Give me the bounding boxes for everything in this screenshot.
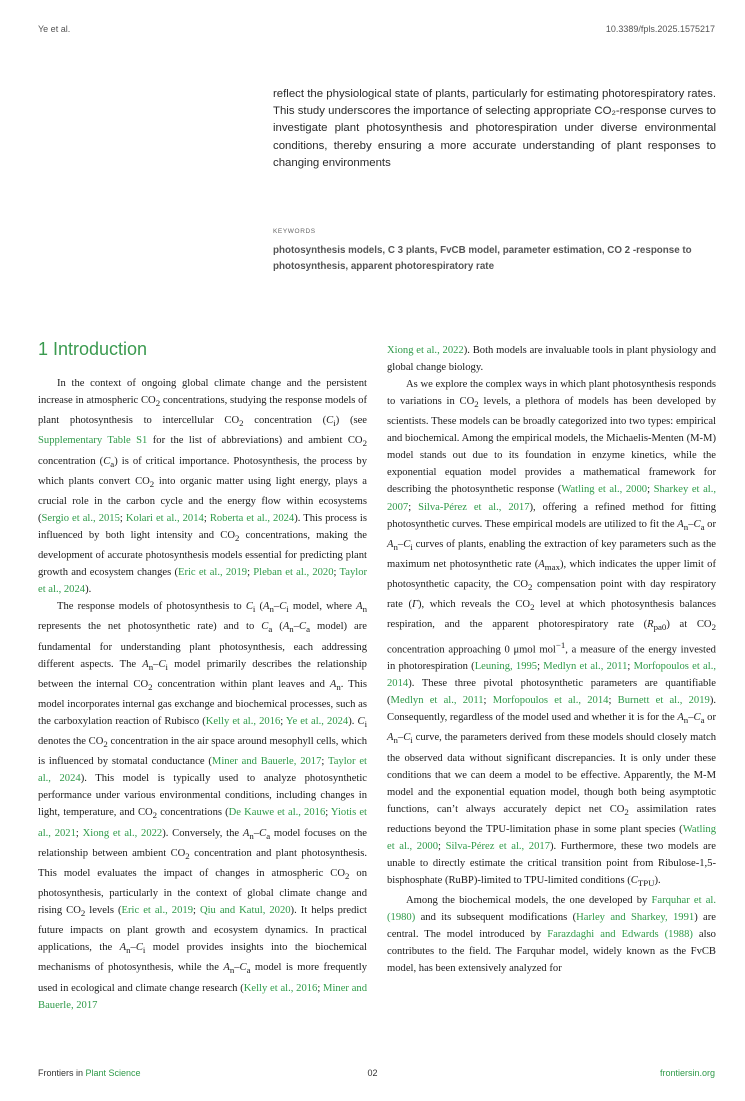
paragraph: Among the biochemical models, the one developed by Farquhar et al. (1980) and its subsequent modifications (Harley and Sharkey, 1991) are central. The model introduced by Farazdaghi and Edwards (1988) also contributes to the field. The Farquhar model, widely known as the FvCB model, has been extensively analyzed for (387, 895, 717, 975)
paragraph: The response models of photosynthesis to $C_i$ ($A_n-C_i$ model, where $A_n$ represents the net photosynthetic rate) and to $C_a$ ($A_n-C_a$ model) are fundamental for understanding plant photosynthesis, each addressing different aspects. The $A_n-C_i$ model primarily describes the relationship between the internal $CO_2$ concentration within plant leaves and $A_n$. This model incorporates internal gas exchange and biochemical processes, such as the carboxylation reaction of Rubisco (Kelly et al., 2016; Ye et al., 2024). $C_i$ denotes the $CO_2$ concentration in the air space around mesophyll cells, which is influenced by stomatal conductance (Miner and Bauerle, 2017; Taylor et al., 2024). This model is typically used to analyze photosynthetic performance under various environmental conditions, including changes in light, temperature, and $CO_2$ concentrations (De Kauwe et al., 2016; Yiotis et al., 2021; Xiong et al., 2022). Conversely, the $A_n-C_a$ model focuses on the relationship between ambient $CO_2$ concentration and plant photosynthesis. This model evaluates the impact of changes in atmospheric $CO_2$ on photosynthesis, particularly in the context of global climate change and rising $CO_2$ levels (Eric et al., 2019; Qiu and Katul, 2020). It helps predict future impacts on plant growth and ecosystem dynamics. In practical applications, the $A_n-C_i$ model provides insights into the biochemical mechanisms of photosynthesis, while the $A_n-C_a$ model is more frequently used in ecological and climate change research (Kelly et al., 2016; Miner and Bauerle, 2017 (38, 601, 368, 1011)
section-title: 1 Introduction (38, 339, 148, 359)
citation-link[interactable]: Pleban et al., 2020 (253, 567, 334, 579)
citation-link[interactable]: Morfopoulos et al., 2014 (492, 695, 609, 707)
paragraph: In the context of ongoing global climate change and the persistent increase in atmospheric $CO_2$ concentrations, studying the response models of plant photosynthesis to intercellular $CO_2$ concentration $(C_i)$ (see Supplementary Table S1 for the list of abbreviations) and ambient $CO_2$ concentration $(C_a)$ is of critical importance. Photosynthesis, the process by which plants convert $CO_2$ into organic matter using light energy, plays a crucial role in the carbon cycle and the energy flow within ecosystems (Sergio et al., 2015; Kolari et al., 2014; Roberta et al., 2024). This process is influenced by both light intensity and $CO_2$ concentrations, making the development of accurate photosynthesis models essential for predicting plant growth and ecosystem changes (Eric et al., 2019; Pleban et al., 2020; Taylor et al., 2024). (38, 378, 368, 596)
citation-link[interactable]: Miner and Bauerle, 2017 (38, 982, 367, 1011)
citation-link[interactable]: Xiong et al., 2022 (82, 827, 163, 839)
citation-link[interactable]: Watling et al., 2000 (561, 484, 648, 496)
citation-link[interactable]: Medlyn et al., 2011 (543, 661, 628, 673)
citation-link[interactable]: Qiu and Katul, 2020 (199, 905, 291, 917)
citation-link[interactable]: Medlyn et al., 2011 (390, 695, 484, 707)
citation-link[interactable]: Ye et al., 2024 (285, 715, 349, 727)
footer-journal-prefix: Frontiers in (38, 1068, 86, 1078)
paragraph: Xiong et al., 2022). Both models are invaluable tools in plant physiology and global change biology. (387, 345, 716, 374)
citation-link[interactable]: Silva-Pérez et al., 2017 (445, 840, 550, 852)
citation-link[interactable]: Watling et al., 2000 (387, 823, 716, 852)
citation-link[interactable]: Eric et al., 2019 (121, 905, 193, 917)
keywords-label: KEYWORDS (273, 228, 316, 235)
citation-link[interactable]: Harley and Sharkey, 1991 (576, 912, 695, 924)
left-column (38, 375, 367, 1014)
citation-link[interactable]: Sharkey et al., 2007 (387, 484, 717, 513)
citation-link[interactable]: Eric et al., 2019 (177, 567, 248, 579)
citation-link[interactable]: Roberta et al., 2024 (209, 512, 295, 524)
citation-link[interactable]: Leuning, 1995 (474, 661, 538, 673)
page-number: 02 (367, 1068, 378, 1078)
citation-link[interactable]: De Kauwe et al., 2016 (228, 807, 326, 819)
citation-link[interactable]: Farquhar et al. (1980) (387, 895, 717, 924)
citation-link[interactable]: Yiotis et al., 2021 (38, 807, 367, 839)
footer-site-link[interactable]: frontiersin.org (659, 1068, 715, 1078)
citation-link[interactable]: Taylor et al., 2024 (38, 567, 368, 596)
citation-link[interactable]: Kolari et al., 2014 (125, 512, 204, 524)
citation-link[interactable]: Farazdaghi and Edwards (1988) (547, 929, 693, 941)
citation-link[interactable]: Sergio et al., 2015 (41, 512, 120, 524)
footer-journal-link[interactable]: Plant Science (85, 1068, 141, 1078)
citation-link[interactable]: Miner and Bauerle, 2017 (211, 756, 322, 768)
citation-link[interactable]: Burnett et al., 2019 (617, 695, 710, 707)
citation-link[interactable]: Silva-Pérez et al., 2017 (418, 501, 530, 513)
citation-link[interactable]: Kelly et al., 2016 (205, 715, 281, 727)
citation-link[interactable]: Xiong et al., 2022 (387, 345, 464, 356)
running-header-doi: 10.3389/fpls.2025.1575217 (605, 24, 715, 34)
keywords-text: photosynthesis models, C 3 plants, FvCB model, parameter estimation, CO 2 -response to photosynthesis, apparent photorespiratory rate (273, 245, 692, 273)
running-header-authors: Ye et al. (38, 24, 71, 34)
citation-link[interactable]: Kelly et al., 2016 (243, 982, 318, 994)
citation-link[interactable]: Taylor et al., 2024 (38, 756, 367, 785)
supplementary-link[interactable]: Supplementary Table S1 (38, 435, 148, 447)
citation-link[interactable]: Morfopoulos et al., 2014 (387, 661, 717, 690)
right-column (387, 342, 716, 977)
paragraph: As we explore the complex ways in which plant photosynthesis responds to variations in $CO_2$ levels, a plethora of models has been developed by scientists. These models can be broadly categorized into two types: empirical and biochemical. Among the empirical models, the Michaelis-Menten (M-M) model stands out due to its foundation in enzyme kinetics, while the exponential equation model provides a mathematical framework for describing the photosynthetic response (Watling et al., 2000; Sharkey et al., 2007; Silva-Pérez et al., 2017), offering a refined method for fitting photosynthetic curves. These empirical models are utilized to fit the $A_n-C_a$ or $A_n-C_i$ curves of plants, enabling the extraction of key parameters such as the maximum net photosynthetic rate $(A_{max})$, which indicates the upper limit of photosynthetic capacity, the $CO_2$ compensation point with day respiratory rate (Γ), which reveals the $CO_2$ level at which photosynthesis balances respiration, and the apparent photorespiratory rate $(R_{pa0})$ at $CO_2$ concentration approaching 0 μmol mol$^{-1}$, a measure of the energy invested in photorespiration (Leuning, 1995; Medlyn et al., 2011; Morfopoulos et al., 2014). These three pivotal photosynthetic parameters are quantifiable (Medlyn et al., 2011; Morfopoulos et al., 2014; Burnett et al., 2019). Consequently, regardless of the model used and whether it is for the $A_n-C_a$ or $A_n-C_i$ curve, the parameters derived from these models should closely match the observed data without significant discrepancies. It is only under these conditions that we can deem a model to be effective. Apparently, the M-M model and the exponential equation model, though both being asymptotic functions, can’t always accurately depict net $CO_2$ assimilation rates reductions beyond the TPU-limitation phase in some plant species (Watling et al., 2000; Silva-Pérez et al., 2017). Furthermore, these two models are unable to directly estimate the critical transition point from Ribulose-1,5-bisphosphate (RuBP)-limited to TPU-limited conditions $(C_{TPU})$. (387, 379, 717, 889)
abstract-tail: reflect the physiological state of plants, particularly for estimating photorespiratory rates. This study underscores the importance of selecting appropriate CO₂-response curves to investigate plant photosynthesis and photorespiration under diverse environmental conditions, thereby ensuring a more accurate understanding of plant responses to changing environments (273, 88, 716, 169)
